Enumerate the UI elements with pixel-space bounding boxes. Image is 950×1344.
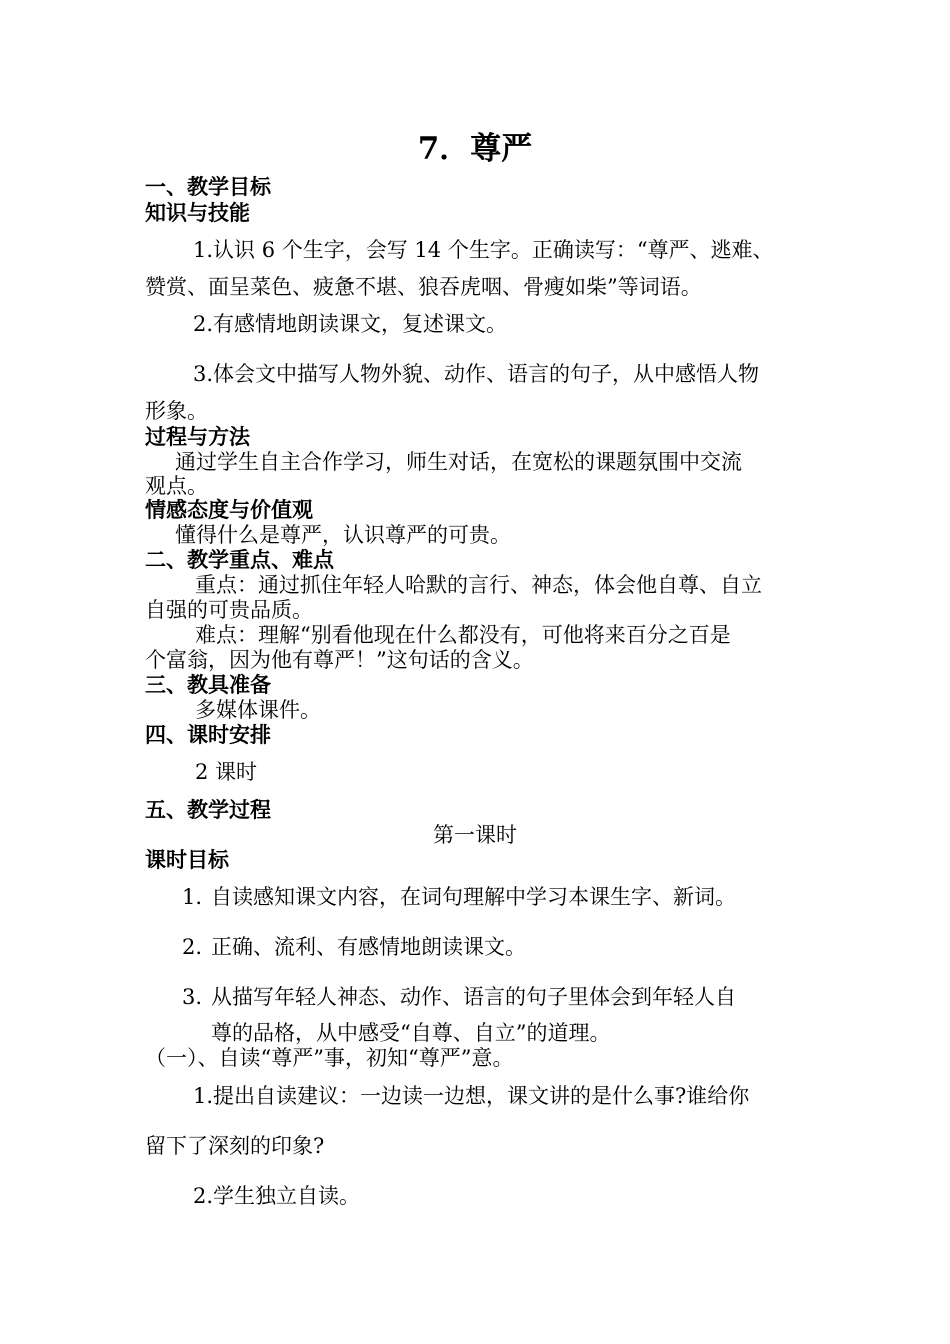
first-lesson-label: 第一课时 xyxy=(433,823,517,847)
knowledge-item-1-line-2: 赞赏、面呈菜色、疲惫不堪、狼吞虎咽、骨瘦如柴”等词语。 xyxy=(145,275,702,299)
schedule-heading: 四、课时安排 xyxy=(145,723,271,747)
step-2: 2.学生独立自读。 xyxy=(193,1184,361,1208)
difficulty-line-2: 个富翁，因为他有尊严！”这句话的含义。 xyxy=(145,648,534,672)
goal-1-text: 自读感知课文内容，在词句理解中学习本课生字、新词。 xyxy=(211,885,736,909)
knowledge-heading: 知识与技能 xyxy=(145,201,250,225)
lesson-goal-heading: 课时目标 xyxy=(145,848,229,872)
process-line-2: 观点。 xyxy=(145,474,208,498)
knowledge-item-3-line-1: 3.体会文中描写人物外貌、动作、语言的句子，从中感悟人物 xyxy=(193,362,760,386)
schedule-text: 2 课时 xyxy=(195,760,258,784)
key-point-line-1: 重点：通过抓住年轻人哈默的言行、神态，体会他自尊、自立 xyxy=(195,573,762,597)
tools-heading: 三、教具准备 xyxy=(145,673,271,697)
knowledge-item-1-line-1: 1.认识 6 个生字，会写 14 个生字。正确读写：“尊严、逃难、 xyxy=(193,238,774,262)
tools-text: 多媒体课件。 xyxy=(195,698,321,722)
difficulty-line-1: 难点：理解“别看他现在什么都没有，可他将来百分之百是 xyxy=(195,623,731,647)
keypoints-heading: 二、教学重点、难点 xyxy=(145,548,334,572)
part-1-heading: （一）、自读“尊严”事，初知“尊严”意。 xyxy=(145,1046,514,1070)
emotion-text: 懂得什么是尊严，认识尊严的可贵。 xyxy=(175,523,511,547)
objectives-heading: 一、教学目标 xyxy=(145,175,271,199)
goal-3-line-1: 从描写年轻人神态、动作、语言的句子里体会到年轻人自 xyxy=(211,985,736,1009)
knowledge-item-2: 2.有感情地朗读课文，复述课文。 xyxy=(193,312,508,336)
goal-2-text: 正确、流利、有感情地朗读课文。 xyxy=(211,935,526,959)
knowledge-item-3-line-2: 形象。 xyxy=(145,399,208,423)
teaching-process-heading: 五、教学过程 xyxy=(145,798,271,822)
process-line-1: 通过学生自主合作学习，师生对话，在宽松的课题氛围中交流 xyxy=(175,450,742,474)
key-point-line-2: 自强的可贵品质。 xyxy=(145,598,313,622)
goal-3-line-2: 尊的品格，从中感受“自尊、自立”的道理。 xyxy=(211,1021,611,1045)
page-title: 7．尊严 xyxy=(417,131,533,167)
goal-2-number: 2. xyxy=(182,935,203,959)
emotion-heading: 情感态度与价值观 xyxy=(145,498,313,522)
process-heading: 过程与方法 xyxy=(145,425,250,449)
step-1-line-2: 留下了深刻的印象? xyxy=(145,1134,325,1158)
goal-3-number: 3. xyxy=(182,985,203,1009)
step-1-line-1: 1.提出自读建议：一边读一边想，课文讲的是什么事?谁给你 xyxy=(193,1084,750,1108)
goal-1-number: 1. xyxy=(182,885,203,909)
